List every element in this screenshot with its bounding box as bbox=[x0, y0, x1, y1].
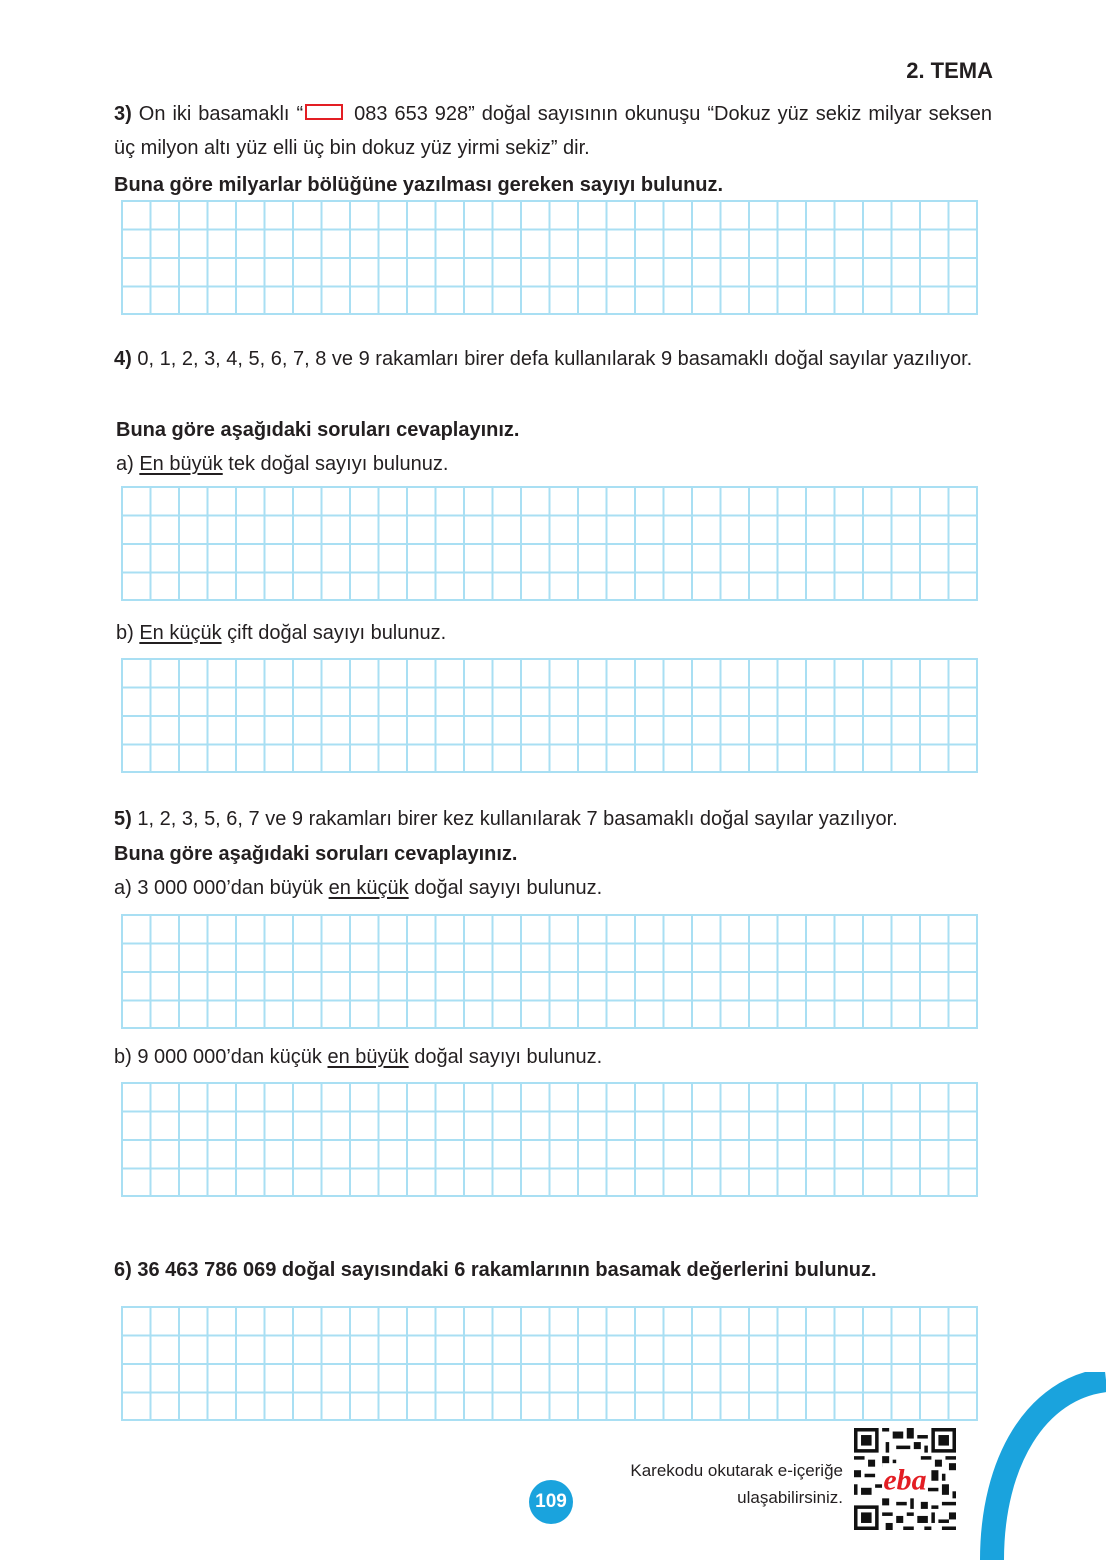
question-5-body: 1, 2, 3, 5, 6, 7 ve 9 rakamları birer kez kullanılarak 7 basamaklı doğal sayılar yazılıyor. bbox=[131, 808, 898, 830]
question-5a-prefix: a) 3 000 000’dan büyük bbox=[114, 877, 329, 899]
question-3-task: Buna göre milyarlar bölüğüne yazılması gereken sayıyı bulunuz. bbox=[114, 174, 724, 196]
question-4-task: Buna göre aşağıdaki soruları cevaplayınız. bbox=[116, 419, 520, 441]
qr-code[interactable] bbox=[854, 1428, 956, 1530]
question-3-number: 3) bbox=[114, 103, 132, 125]
question-4-text bbox=[114, 342, 992, 376]
eba-logo: eba bbox=[883, 1463, 927, 1497]
question-4b-suffix: çift doğal sayıyı bulunuz. bbox=[221, 622, 447, 644]
question-5b-prefix: b) 9 000 000’dan küçük bbox=[114, 1046, 328, 1068]
answer-grid-q3[interactable] bbox=[121, 200, 978, 315]
question-3-text bbox=[114, 97, 992, 165]
question-5a-emphasis: en küçük bbox=[328, 877, 409, 899]
question-3-text-after: 083 653 928” doğal sayısının okunuşu “Dokuz yüz sekiz milyar seksen üç milyon altı yüz elli üç bin dokuz yüz yirmi sekiz” dir. bbox=[114, 103, 993, 159]
question-4a-emphasis: En büyük bbox=[139, 453, 223, 475]
question-5-text bbox=[114, 807, 898, 831]
question-4-body: 0, 1, 2, 3, 4, 5, 6, 7, 8 ve 9 rakamları birer defa kullanılarak 9 basamaklı doğal sayılar yazılıyor. bbox=[131, 348, 973, 370]
theme-header: 2. TEMA bbox=[906, 58, 993, 83]
question-6-text: 6) 36 463 786 069 doğal sayısındaki 6 rakamlarının basamak değerlerini bulunuz. bbox=[114, 1259, 877, 1281]
question-4a-suffix: tek doğal sayıyı bulunuz. bbox=[222, 453, 449, 475]
question-5-task: Buna göre aşağıdaki soruları cevaplayınız. bbox=[114, 843, 518, 865]
question-5b-suffix: doğal sayıyı bulunuz. bbox=[408, 1046, 603, 1068]
missing-digits-box bbox=[305, 104, 343, 120]
page-number: 109 bbox=[529, 1480, 573, 1524]
question-5a-suffix: doğal sayıyı bulunuz. bbox=[408, 877, 603, 899]
question-5-number: 5) bbox=[114, 808, 132, 830]
answer-grid-q4b[interactable] bbox=[121, 658, 978, 773]
answer-grid-q6[interactable] bbox=[121, 1306, 978, 1421]
qr-caption-line-2: ulaşabilirsiniz. bbox=[737, 1488, 843, 1507]
answer-grid-q5b[interactable] bbox=[121, 1082, 978, 1197]
question-3-text-before: On iki basamaklı “ bbox=[131, 103, 304, 125]
question-5b-text bbox=[114, 1045, 602, 1069]
answer-grid-q5a[interactable] bbox=[121, 914, 978, 1029]
question-4-number: 4) bbox=[114, 348, 132, 370]
decorative-arc bbox=[978, 1372, 1106, 1560]
qr-caption-line-1: Karekodu okutarak e-içeriğe bbox=[630, 1461, 843, 1480]
answer-grid-q4a[interactable] bbox=[121, 486, 978, 601]
question-4a-text bbox=[116, 452, 448, 476]
question-5b-emphasis: en büyük bbox=[327, 1046, 409, 1068]
question-4b-prefix: b) bbox=[116, 622, 140, 644]
question-4b-emphasis: En küçük bbox=[139, 622, 222, 644]
qr-caption bbox=[630, 1457, 843, 1511]
question-4a-prefix: a) bbox=[116, 453, 140, 475]
question-5a-text bbox=[114, 876, 602, 900]
question-4b-text bbox=[116, 621, 446, 645]
